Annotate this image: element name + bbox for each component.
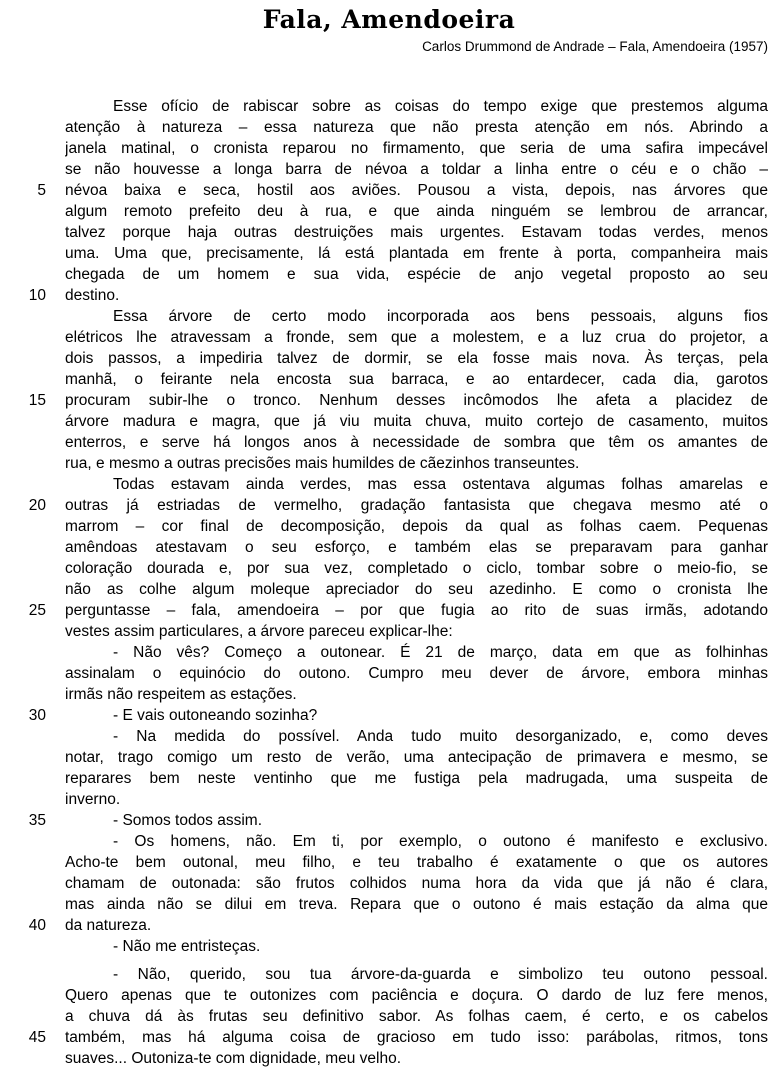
line-number <box>0 201 46 222</box>
line-text: reparares bem neste ventinho que me fustiga pela madrugada, uma suspeita de <box>65 770 768 787</box>
line-text: - Não, querido, sou tua árvore-da-guarda e simbolizo teu outono pessoal. <box>113 966 768 983</box>
line-text: Quero apenas que te outonizes com paciência e doçura. O dardo de luz fere menos, <box>65 987 768 1004</box>
text-line <box>0 474 778 495</box>
text-line <box>0 306 778 327</box>
passage-body <box>0 96 778 1069</box>
line-text: chamam de outonada: são frutos colhidos numa hora da vida que já não é clara, <box>65 875 768 892</box>
line-number <box>0 831 46 852</box>
text-line <box>0 558 778 579</box>
line-number <box>0 222 46 243</box>
line-number <box>0 894 46 915</box>
line-number <box>0 558 46 579</box>
line-number <box>0 516 46 537</box>
line-text: outras já estriadas de vermelho, gradação fantasista que chegava mesmo até o <box>65 497 768 514</box>
line-number: 15 <box>28 392 46 409</box>
line-text: - E vais outoneando sozinha? <box>113 707 318 724</box>
text-line <box>0 516 778 537</box>
line-number <box>0 936 46 957</box>
line-number <box>0 327 46 348</box>
line-number: 40 <box>28 917 46 934</box>
text-line <box>0 327 778 348</box>
text-line <box>0 159 778 180</box>
text-line <box>0 964 778 985</box>
text-line <box>0 726 778 747</box>
line-text: não as colhe algum moleque apreciador do seu azedinho. E como o cronista lhe <box>65 581 768 598</box>
line-number: 10 <box>28 287 46 304</box>
line-number <box>0 138 46 159</box>
text-line <box>0 642 778 663</box>
line-text: coloração dourada e, por sua vez, completado o ciclo, tombar sobre o meio-fio, se <box>65 560 768 577</box>
line-text: perguntasse – fala, amendoeira – por que fugia ao rito de suas irmãs, adotando <box>65 602 768 619</box>
text-line <box>0 180 778 201</box>
line-text: - Os homens, não. Em ti, por exemplo, o outono é manifesto e exclusivo. <box>113 833 768 850</box>
line-text: da natureza. <box>65 917 152 934</box>
line-number <box>0 1006 46 1027</box>
line-number <box>0 432 46 453</box>
text-line <box>0 117 778 138</box>
line-number: 20 <box>28 497 46 514</box>
text-line <box>0 96 778 117</box>
text-line <box>0 936 778 957</box>
line-text: atenção à natureza – essa natureza que não presta atenção em nós. Abrindo a <box>65 119 768 136</box>
text-line <box>0 810 778 831</box>
text-line <box>0 201 778 222</box>
text-line <box>0 138 778 159</box>
attribution-line: Carlos Drummond de Andrade – Fala, Amendoeira (1957) <box>422 39 768 54</box>
line-text: - Não me entristeças. <box>113 938 261 955</box>
line-text: notar, trago comigo um resto de verão, uma antecipação de primavera e mesmo, se <box>65 749 768 766</box>
line-number <box>0 306 46 327</box>
line-text: também, mas há alguma coisa de gracioso em tudo isso: parábolas, ritmos, tons <box>65 1029 768 1046</box>
line-number <box>0 726 46 747</box>
text-line <box>0 684 778 705</box>
line-text: chegada de um homem e sua vida, espécie de anjo vegetal proposto ao seu <box>65 266 768 283</box>
text-line <box>0 915 778 936</box>
text-line <box>0 432 778 453</box>
line-text: algum remoto prefeito deu à rua, e que ainda ninguém se lembrou de arrancar, <box>65 203 768 220</box>
text-line <box>0 390 778 411</box>
line-text: rua, e mesmo a outras precisões mais humildes de cãezinhos transeuntes. <box>65 455 580 472</box>
line-number <box>0 789 46 810</box>
text-line <box>0 831 778 852</box>
line-number <box>0 411 46 432</box>
text-line <box>0 285 778 306</box>
line-number <box>0 985 46 1006</box>
text-line <box>0 985 778 1006</box>
line-number <box>0 747 46 768</box>
line-text: a chuva dá às frutas seu definitivo sabor. As folhas caem, é certo, e os cabelos <box>65 1008 768 1025</box>
page-title: Fala, Amendoeira <box>262 5 516 34</box>
line-text: vestes assim particulares, a árvore pareceu explicar-lhe: <box>65 623 453 640</box>
line-number: 35 <box>28 812 46 829</box>
line-number <box>0 348 46 369</box>
line-text: inverno. <box>65 791 121 808</box>
line-number <box>0 964 46 985</box>
text-line <box>0 1048 778 1069</box>
line-text: Esse ofício de rabiscar sobre as coisas do tempo exige que prestemos alguma <box>113 98 768 115</box>
line-text: mas ainda não se dilui em treva. Repara que o outono é mais estação da alma que <box>65 896 768 913</box>
text-line <box>0 1006 778 1027</box>
line-text: janela matinal, o cronista reparou no firmamento, que seria de uma safira impecável <box>65 140 768 157</box>
line-number: 45 <box>28 1029 46 1046</box>
line-number <box>0 117 46 138</box>
line-text: suaves... Outoniza-te com dignidade, meu velho. <box>65 1050 402 1067</box>
text-line <box>0 579 778 600</box>
line-text: uma. Uma que, precisamente, lá está plantada em frente à porta, companheira mais <box>65 245 768 262</box>
text-line <box>0 894 778 915</box>
text-line <box>0 789 778 810</box>
line-number <box>0 642 46 663</box>
text-line <box>0 663 778 684</box>
line-number <box>0 537 46 558</box>
line-number: 30 <box>28 707 46 724</box>
line-number <box>0 873 46 894</box>
line-number <box>0 264 46 285</box>
line-text: - Somos todos assim. <box>113 812 263 829</box>
text-line <box>0 222 778 243</box>
line-text: destino. <box>65 287 120 304</box>
text-line <box>0 495 778 516</box>
line-text: elétricos lhe atravessam a fronde, sem que a molestem, e a luz crua do projetor, a <box>65 329 768 346</box>
line-text: se não houvesse a longa barra de névoa a toldar a linha entre o céu e o chão – <box>65 161 768 178</box>
line-number <box>0 852 46 873</box>
text-line <box>0 453 778 474</box>
line-text: árvore madura e magra, que já viu muita chuva, muito cortejo de casamento, muitos <box>65 413 768 430</box>
line-number <box>0 474 46 495</box>
text-line <box>0 747 778 768</box>
line-text: assinalam o equinócio do outono. Cumpro meu dever de árvore, embora minhas <box>65 665 768 682</box>
text-line <box>0 600 778 621</box>
line-text: - Na medida do possível. Anda tudo muito desorganizado, e, como deves <box>113 728 768 745</box>
line-text: marrom – cor final de decomposição, depois da qual as folhas caem. Pequenas <box>65 518 768 535</box>
line-text: - Não vês? Começo a outonear. É 21 de março, data em que as folhinhas <box>113 644 768 661</box>
text-line <box>0 369 778 390</box>
line-number <box>0 579 46 600</box>
text-line <box>0 411 778 432</box>
line-text: Essa árvore de certo modo incorporada aos bens pessoais, alguns fios <box>113 308 768 325</box>
line-text: talvez porque haja outras destruições mais urgentes. Estavam todas verdes, menos <box>65 224 768 241</box>
line-text: procuram subir-lhe o tronco. Nenhum desses incômodos lhe afeta a placidez de <box>65 392 768 409</box>
line-number <box>0 621 46 642</box>
text-line <box>0 852 778 873</box>
line-number <box>0 768 46 789</box>
line-number <box>0 96 46 117</box>
line-text: Acho-te bem outonal, meu filho, e teu trabalho é exatamente o que os autores <box>65 854 768 871</box>
line-text: dois passos, a impediria talvez de dormir, se ela fosse mais nova. Às terças, pela <box>65 350 768 367</box>
line-number <box>0 369 46 390</box>
text-line <box>0 1027 778 1048</box>
text-line <box>0 873 778 894</box>
text-line <box>0 264 778 285</box>
line-number <box>0 1048 46 1069</box>
line-number <box>0 159 46 180</box>
text-line <box>0 243 778 264</box>
line-number <box>0 684 46 705</box>
line-text: névoa baixa e seca, hostil aos aviões. Pousou a vista, depois, nas árvores que <box>65 182 768 199</box>
line-number <box>0 453 46 474</box>
line-text: irmãs não respeitem as estações. <box>65 686 297 703</box>
text-line <box>0 621 778 642</box>
line-text: Todas estavam ainda verdes, mas essa ostentava algumas folhas amarelas e <box>113 476 768 493</box>
text-line <box>0 348 778 369</box>
text-line <box>0 705 778 726</box>
line-number <box>0 243 46 264</box>
line-number: 5 <box>37 182 46 199</box>
line-number <box>0 663 46 684</box>
line-text: amêndoas atestavam o seu esforço, e também elas se preparavam para ganhar <box>65 539 768 556</box>
text-line <box>0 768 778 789</box>
line-text: manhã, o feirante nela encosta sua barraca, e ao entardecer, cada dia, garotos <box>65 371 768 388</box>
line-number: 25 <box>28 602 46 619</box>
line-text: enterros, e serve há longos anos à necessidade de sombra que têm os amantes de <box>65 434 768 451</box>
text-line <box>0 537 778 558</box>
